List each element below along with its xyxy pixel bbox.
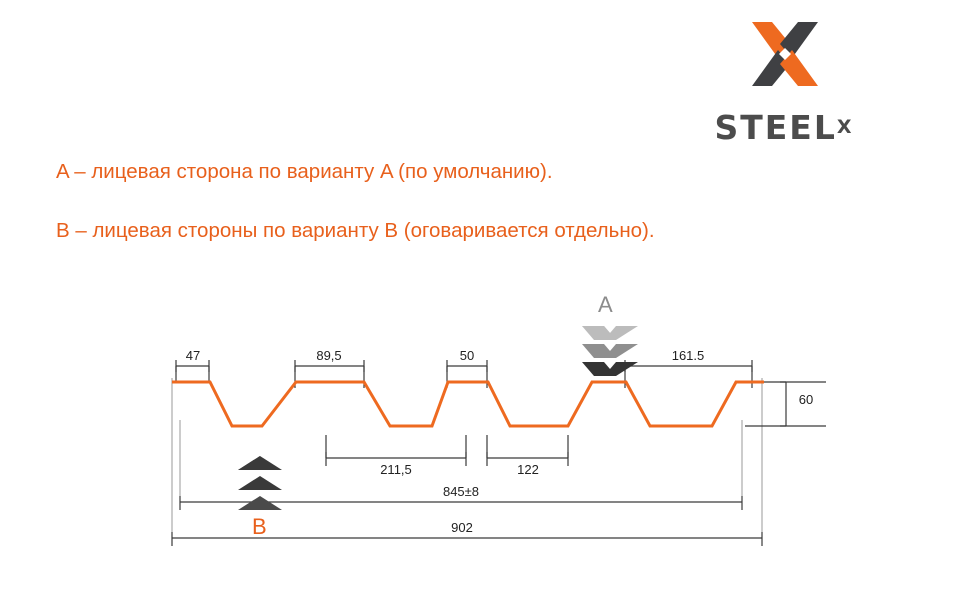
- dim-89-5-label: 89,5: [316, 348, 342, 363]
- marker-b-label: B: [252, 514, 267, 539]
- dim-122-label: 122: [517, 462, 539, 477]
- dim-211-5-label: 211,5: [380, 462, 412, 477]
- dim-902-label: 902: [451, 520, 473, 535]
- logo-wordmark-text: STEEL: [714, 108, 837, 147]
- profile-drawing: [0, 270, 970, 570]
- dim-845-label: 845±8: [442, 484, 480, 499]
- intro-line-b: B – лицевая стороны по варианту B (оговаривается отдельно).: [56, 219, 655, 242]
- logo: [688, 18, 878, 147]
- sheet-profile-line: [172, 382, 764, 426]
- dim-161-5-label: 161.5: [671, 348, 705, 363]
- dim-60-label: 60: [798, 392, 814, 407]
- dim-47-label: 47: [185, 348, 201, 363]
- dim-50-label: 50: [459, 348, 475, 363]
- steelx-x-mark-icon: [750, 18, 820, 90]
- intro-line-a: A – лицевая сторона по варианту A (по умолчанию).: [56, 160, 553, 183]
- marker-a-label: A: [598, 292, 613, 317]
- logo-wordmark: [688, 108, 878, 147]
- logo-wordmark-superscript: X: [836, 116, 852, 138]
- marker-a-chevrons-icon: [582, 326, 638, 376]
